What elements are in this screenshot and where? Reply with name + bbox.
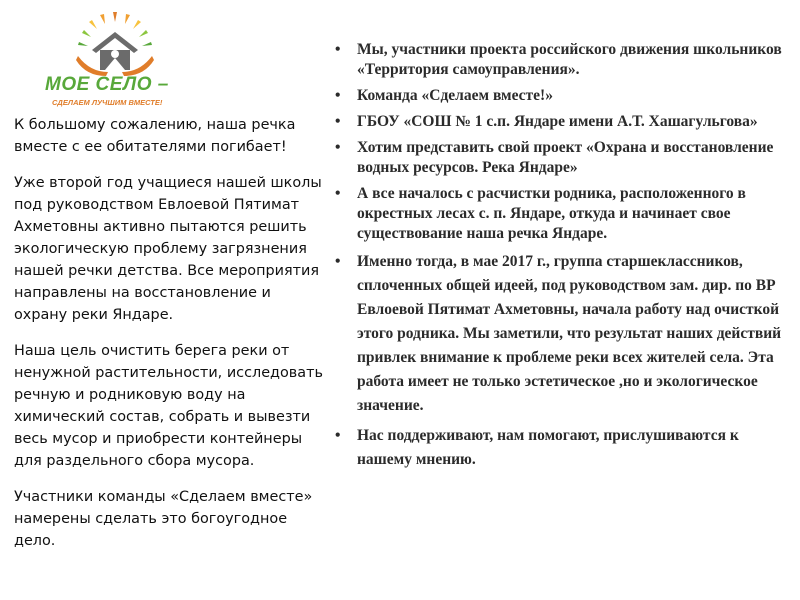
bullet-icon: • [335,113,341,130]
left-paragraph-2: Уже второй год учащиеся нашей школы под руководством Евлоевой Пятимат Ахметовны активно пытаются решить экологическую проблему загрязнения нашей речки детства. Все мероприятия направлены на восстановление и охрану реки Яндаре. [14,175,322,323]
bullet-item [333,138,785,178]
left-paragraph-4: Участники команды «Сделаем вместе» намерены сделать это богоугодное дело. [14,489,313,549]
left-paragraph-3: Наша цель очистить берега реки от ненужной растительности, исследовать речную и родниковую воду на химический состав, собрать и вывезти весь мусор и приобрести контейнеры для раздельного сбора мусора. [14,343,323,469]
bullet-text: А все началось с расчистки родника, расположенного в окрестных лесах с. п. Яндаре, откуда и начинает свое существование наша речка Яндаре. [357,185,746,242]
logo [40,10,190,110]
bullet-text: Команда «Сделаем вместе!» [357,87,553,104]
bullet-text: Хотим представить свой проект «Охрана и восстановление водных ресурсов. Река Яндаре» [357,139,774,176]
logo-subtitle: СДЕЛАЕМ ЛУЧШИМ ВМЕСТЕ! [52,98,163,107]
bullet-text: Нас поддерживают, нам помогают, прислушиваются к нашему мнению. [357,427,739,468]
left-column [14,114,324,566]
bullet-icon: • [335,427,341,444]
bullet-text: Именно тогда, в мае 2017 г., группа старшеклассников, сплоченных общей идеей, под руководством зам. дир. по ВР Евлоевой Пятимат Ахметовны, начала работу над очисткой этого родника. Мы заметили, что результат наших действий привлек внимание к проблеме реки всех жителей села. Эта работа имеет не только эстетическое ,но и экологическое значение. [357,253,782,414]
house-sun-icon [40,10,190,80]
bullet-icon: • [335,253,341,270]
house [92,32,138,70]
logo-title: МОЕ СЕЛО – [45,74,169,95]
bullet-icon: • [335,139,341,156]
bullet-item [333,112,785,132]
bullet-item [333,86,785,106]
right-column [333,40,785,478]
bullet-text: ГБОУ «СОШ № 1 с.п. Яндаре имени А.Т. Хашагульгова» [357,113,758,130]
bullet-item [333,40,785,80]
bullet-icon: • [335,87,341,104]
left-paragraph-1: К большому сожалению, наша речка вместе с ее обитателями погибает! [14,117,296,155]
bullet-list [333,40,785,472]
bullet-icon: • [335,185,341,202]
bullet-icon: • [335,41,341,58]
bullet-item [333,184,785,244]
bullet-item [333,424,785,472]
sun-rays [78,12,152,46]
bullet-text: Мы, участники проекта российского движения школьников «Территория самоуправления». [357,41,782,78]
bullet-item [333,250,785,418]
